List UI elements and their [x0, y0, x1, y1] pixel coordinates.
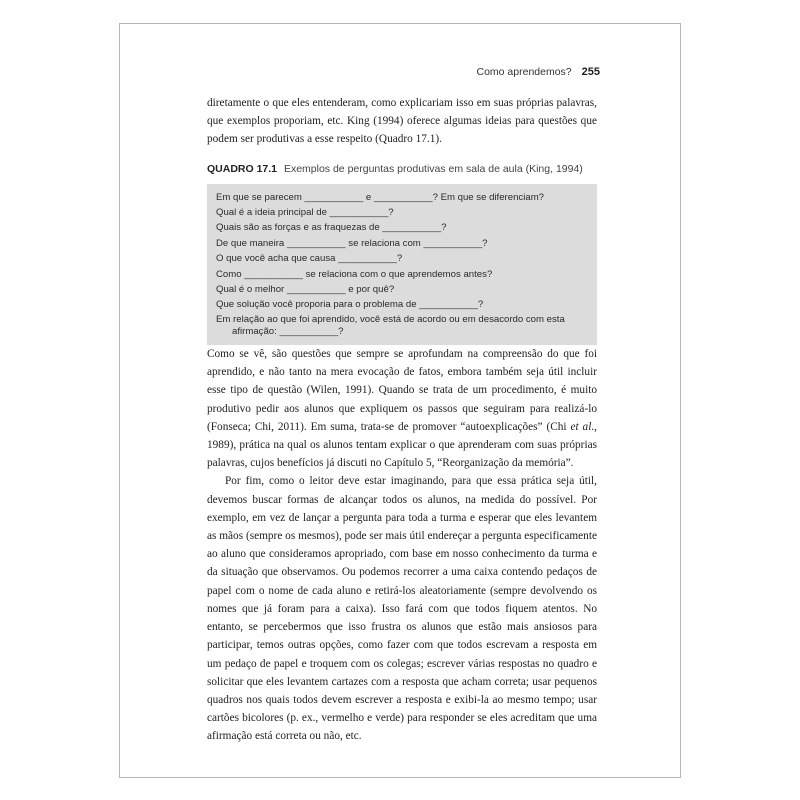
intro-paragraph: diretamente o que eles entenderam, como explicariam isso em suas próprias palavras, que exemplos proporiam, etc. King (1994) oferece algumas ideias para questões que podem ser produtivas a esse respeito (Quadro 17.1). [207, 97, 597, 146]
paragraph-2-part2: , 1989), prática na qual os alunos tentam explicar o que aprenderam com suas próprias palavras, cujos benefícios já discuti no Capítulo 5, “Reorganização da memória”. [207, 420, 597, 470]
paragraph-2-part1: Como se vê, são questões que sempre se aprofundam na compreensão do que foi aprendido, e não tanto na mera evocação de fatos, embora também seja útil incluir esse tipo de questão (Wilen, 1991). Quando se trata de um procedimento, é muito produtivo pedir aos alunos que expliquem os passos que seguiram para realizá-lo (Fonseca; Chi, 2011). Em suma, trata-se de promover “autoexplicações” (Chi [207, 348, 597, 433]
quadro-label: QUADRO 17.1 [207, 162, 278, 175]
quadro-question: De que maneira ___________ se relaciona com ___________? [216, 237, 488, 249]
body-paragraph-2 [207, 345, 597, 472]
quadro-question: Como ___________ se relaciona com o que aprendemos antes? [216, 268, 493, 280]
quadro-question: O que você acha que causa ___________? [216, 253, 403, 265]
quadro-caption [207, 163, 597, 175]
et-al-italic: et al. [570, 420, 595, 433]
quadro-caption-text: Exemplos de perguntas produtivas em sala de aula (King, 1994) [283, 162, 583, 175]
quadro-box [207, 184, 597, 345]
page-content [207, 94, 597, 746]
quadro-question: Em relação ao que foi aprendido, você está de acordo ou em desacordo com esta afirmação: ___________? [216, 313, 565, 338]
book-page [119, 23, 681, 778]
page-number: 255 [581, 66, 600, 78]
quadro-question: Qual é o melhor ___________ e por quê? [216, 284, 395, 296]
running-header [477, 66, 601, 78]
quadro-question: Em que se parecem ___________ e ___________? Em que se diferenciam? [216, 191, 545, 203]
quadro-question: Qual é a ideia principal de ___________? [216, 207, 394, 219]
body-paragraph-3: Por fim, como o leitor deve estar imaginando, para que essa prática seja útil, devemos buscar formas de alcançar todos os alunos, na medida do possível. Por exemplo, em vez de lançar a pergunta para toda a turma e esperar que eles levantem as mãos (sempre os mesmos), pode ser mais útil endereçar a pergunta especificamente ao aluno que consideramos apropriado, com base em nosso conhecimento da turma e da situação que observamos. Ou podemos recorrer a uma caixa contendo pedaços de papel com o nome de cada aluno e retirá-los aleatoriamente (sempre devolvendo os nomes que já foram para a caixa). Isso fará com que todos fiquem atentos. No entanto, se percebermos que isso frustra os alunos que estão mais ansiosos para participar, temos outras opções, como fazer com que todos escrevam a resposta em um pedaço de papel e troquem com os colegas; escrever várias respostas no quadro e solicitar que eles levantem cartazes com a resposta que acham correta; usar pequenos quadros nos quais todos devem escrever a resposta e exibi-la ao mesmo tempo; usar cartões bicolores (p. ex., vermelho e verde) para responder se eles acreditam que uma afirmação está correta ou não, etc. [207, 475, 597, 743]
running-title: Como aprendemos? [476, 66, 572, 78]
quadro-question: Quais são as forças e as fraquezas de ___________? [216, 222, 447, 234]
quadro-question: Que solução você proporia para o problema de ___________? [216, 299, 484, 311]
